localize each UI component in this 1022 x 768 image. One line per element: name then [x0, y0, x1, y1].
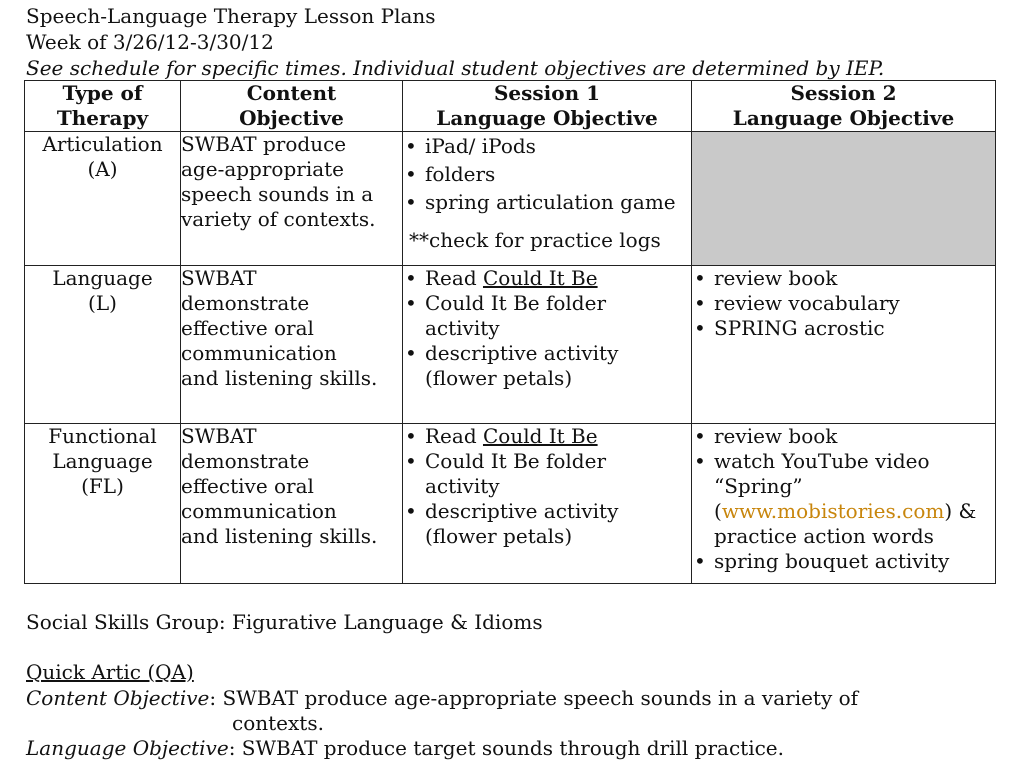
content-objective-cell [181, 132, 403, 266]
therapy-type-text: Language [52, 266, 153, 290]
session2-list [692, 266, 995, 341]
content-line: variety of contexts. [181, 207, 376, 231]
qa-content-objective-continued: contexts. [232, 711, 324, 735]
document-title: Speech-Language Therapy Lesson Plans [26, 4, 436, 28]
therapy-type-cell [25, 424, 181, 584]
item-line: • Could It Be folder [425, 449, 607, 473]
therapy-type-text: Language [52, 449, 153, 473]
mobistories-link[interactable]: www.mobistories.com [721, 499, 945, 523]
list-item: • spring articulation game [403, 188, 691, 216]
content-objective-cell [181, 424, 403, 584]
list-item [403, 291, 691, 341]
therapy-type-text: Functional [48, 424, 157, 448]
list-item [692, 449, 995, 549]
list-item: • folders [403, 160, 691, 188]
language-objective-text: : SWBAT produce target sounds through drill practice. [228, 736, 784, 760]
item-line: • descriptive activity [425, 499, 619, 523]
social-skills-group: Social Skills Group: Figurative Language & Idioms [26, 610, 543, 634]
session1-list [403, 424, 691, 549]
paren-close: ) & [944, 499, 977, 523]
week-label: Week of 3/26/12-3/30/12 [26, 30, 274, 54]
list-item: • SPRING acrostic [692, 316, 995, 341]
header-type-of-therapy [25, 81, 181, 132]
session1-list [403, 132, 691, 216]
item-line: • descriptive activity [425, 341, 619, 365]
table-header-row [25, 81, 996, 132]
header-text: Language Objective [436, 106, 658, 130]
item-line: activity [425, 474, 500, 498]
list-item: • review book [692, 266, 995, 291]
content-line: effective oral [181, 474, 314, 498]
list-item: • spring bouquet activity [692, 549, 995, 574]
table-row-articulation [25, 132, 996, 266]
header-session-1 [403, 81, 692, 132]
content-objective-text: : SWBAT produce age-appropriate speech sounds in a variety of [209, 686, 859, 710]
list-item [403, 424, 691, 449]
practice-log-note: **check for practice logs [409, 228, 661, 252]
content-line: SWBAT [181, 266, 257, 290]
therapy-type-text: (FL) [81, 474, 124, 498]
content-line: SWBAT produce [181, 132, 347, 156]
header-text: Content [246, 81, 337, 105]
book-title: Could It Be [482, 424, 598, 448]
table-row-functional-language [25, 424, 996, 584]
session2-cell [692, 266, 996, 424]
header-session-2 [692, 81, 996, 132]
therapy-type-cell [25, 266, 181, 424]
content-line: SWBAT [181, 424, 257, 448]
session2-cell-empty [692, 132, 996, 266]
header-text: Session 2 [790, 81, 897, 105]
session1-cell [403, 132, 692, 266]
header-text: Session 1 [493, 81, 601, 105]
list-item: • review book [692, 424, 995, 449]
content-line: and listening skills. [181, 524, 378, 548]
content-line: age-appropriate [181, 157, 345, 181]
qa-content-objective [26, 686, 858, 711]
book-title: Could It Be [482, 266, 598, 290]
header-text: Language Objective [732, 106, 955, 130]
therapy-type-cell [25, 132, 181, 266]
schedule-note: See schedule for specific times. Individual student objectives are determined by IEP. [26, 56, 885, 80]
list-item [403, 266, 691, 291]
item-line: practice action words [714, 524, 934, 548]
list-item: • review vocabulary [692, 291, 995, 316]
header-text: Objective [239, 106, 344, 130]
header-content-objective [181, 81, 403, 132]
paren-open: ( [714, 499, 722, 523]
content-line: effective oral [181, 316, 314, 340]
header-text: Type of [62, 81, 143, 105]
session2-list [692, 424, 995, 574]
list-item [403, 341, 691, 391]
table-row-language [25, 266, 996, 424]
session2-cell [692, 424, 996, 584]
item-line: • watch YouTube video [714, 449, 930, 473]
item-line: activity [425, 316, 500, 340]
item-line: (flower petals) [425, 366, 573, 390]
content-objective-label: Content Objective [26, 686, 210, 710]
quick-artic-title: Quick Artic (QA) [26, 660, 194, 684]
content-line: demonstrate [181, 291, 310, 315]
header-text: Therapy [56, 106, 149, 130]
item-line: “Spring” [714, 474, 803, 498]
therapy-type-text: Articulation [42, 132, 163, 156]
therapy-type-text: (L) [88, 291, 117, 315]
content-line: demonstrate [181, 449, 310, 473]
list-item: • iPad/ iPods [403, 132, 691, 160]
list-item [403, 499, 691, 549]
item-line: (flower petals) [425, 524, 573, 548]
session1-cell [403, 424, 692, 584]
list-item [403, 449, 691, 499]
content-objective-cell [181, 266, 403, 424]
read-prefix: Read [425, 266, 483, 290]
session1-cell [403, 266, 692, 424]
read-prefix: Read [425, 424, 483, 448]
content-line: communication [181, 341, 337, 365]
lesson-plan-table [24, 80, 996, 584]
language-objective-label: Language Objective [26, 736, 229, 760]
qa-language-objective [26, 736, 784, 761]
item-line: • Could It Be folder [425, 291, 607, 315]
therapy-type-text: (A) [87, 157, 118, 181]
content-line: and listening skills. [181, 366, 378, 390]
item-line [714, 499, 995, 524]
session1-list [403, 266, 691, 391]
content-line: speech sounds in a [181, 182, 374, 206]
content-line: communication [181, 499, 337, 523]
